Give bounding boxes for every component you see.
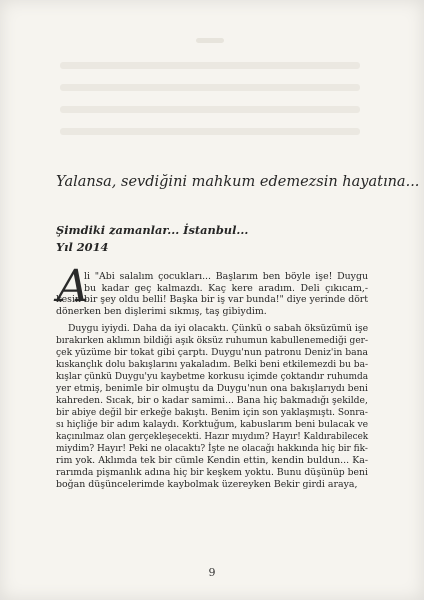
drop-cap: A — [57, 261, 89, 312]
text-line: bırakırken aklımın bildiği aşık öksüz ruhumun kabullenemediği ger- — [56, 335, 369, 346]
text-line: çek yüzüme bir tokat gibi çarptı. Duygu'nun patronu Deniz'in bana — [56, 347, 369, 358]
text-line: kesin bir şey oldu belli! Başka bir iş var bunda!" diye yerinde dört — [56, 294, 369, 305]
bleed-through-line — [60, 106, 360, 113]
text-line: Duygu iyiydi. Daha da iyi olacaktı. Çünkü o sabah öksüzümü işe — [68, 323, 369, 334]
page-number: 9 — [208, 566, 216, 579]
text-line: bu kadar geç kalmazdı. Kaç kere aradım. Deli çıkıcam,- — [84, 283, 368, 294]
text-line: kışlar çünkü Duygu'yu kaybetme korkusu içimde çoktandır ruhumda — [56, 371, 369, 382]
epigraph: Yalansa, sevdiğini mahkum edemezsin hayatına... — [56, 174, 420, 190]
text-line: kıskançlık dolu bakışlarını yakaladım. Belki beni etkilemezdi bu ba- — [56, 359, 369, 370]
text-line: miydim? Hayır! Peki ne olacaktı? İşte ne olacağı hakkında hiç bir fik- — [56, 443, 368, 454]
text-line: rarımda pişmanlık adına hiç bir keşkem yoktu. Bunu düşünüp beni — [56, 467, 368, 478]
bleed-through-line — [60, 84, 360, 91]
text-line: boğan düşüncelerimde kaybolmak üzereyken Bekir girdi araya, — [56, 479, 358, 490]
bleed-through-mark — [196, 38, 224, 43]
text-line: sı hiçliğe bir adım kalaydı. Korktuğum, kabuslarım beni bulacak ve — [56, 419, 369, 430]
text-line: yer etmiş, benimle bir olmuştu da Duygu'nun ona bakışlarıydı beni — [56, 383, 368, 394]
bleed-through-line — [60, 128, 360, 135]
text-line: rim yok. Aklımda tek bir cümle Kendin ettin, kendin buldun... Ka- — [56, 455, 368, 466]
text-line: li "Abi salalım çocukları... Başlarım ben böyle işe! Duygu — [84, 271, 369, 282]
text-line: dönerken ben dişlerimi sıkmış, taş gibiydim. — [56, 306, 267, 317]
bleed-through-line — [60, 62, 360, 69]
text-line: bir abiye değil bir erkeğe bakıştı. Benim için son yaklaşmıştı. Sonra- — [56, 407, 368, 418]
section-heading-year: Yıl 2014 — [56, 240, 109, 254]
section-heading-place: Şimdiki zamanlar... İstanbul... — [56, 223, 249, 237]
text-line: kahreden. Sıcak, bir o kadar samimi... Bana hiç bakmadığı şekilde, — [56, 395, 368, 406]
text-line: kaçınılmaz olan gerçekleşecekti. Hazır mıydım? Hayır! Kaldırabilecek — [56, 431, 369, 442]
